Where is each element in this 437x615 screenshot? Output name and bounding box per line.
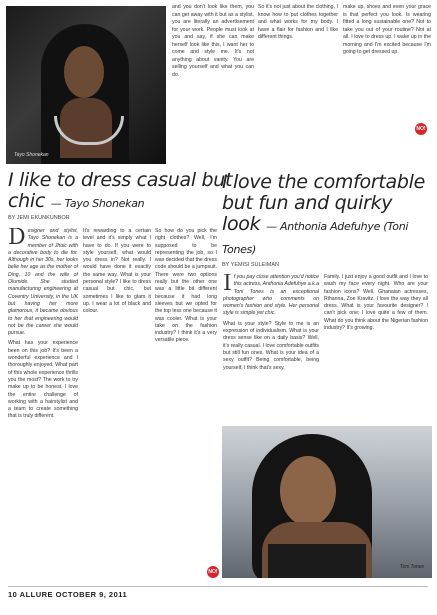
article1-column-3 (155, 228, 217, 580)
tayo-shonekan-photo (6, 6, 166, 164)
dropcap-2: I (223, 274, 232, 296)
top-column-2: So it's not just about the clothing, I know how to put clothes together and what works for my body. I have a flair for fashion and I like different things. (258, 4, 338, 40)
allure-no-badge: NO! (415, 123, 427, 135)
article2-column-1 (223, 274, 319, 424)
article2-body-2: Family. I just enjoy a good outfit and I love to wash my face every night. Who are your fashion icons? Well, Ghanaian actresses, Rihanna, Zoe Kravitz. I love the way they all dress. What is your favourite designer? I can't pick one; I love quite a few of them. What do you think about the Nigerian fashion industry? It's growing. (324, 274, 428, 332)
toni-tones-photo (222, 426, 432, 578)
article1-byline: BY JEMI EKUNKUNBOR (8, 215, 70, 221)
page-footer: 10 ALLURE OCTOBER 9, 2011 (8, 590, 128, 599)
article1-intro: esigner and stylist, Tayo Shonekan is a member of Jhoic with a decorative body to die for. Although in her 30s, her looks belie her age as the mother of Ding, 10 and the wife of Olumide. She studied manufacturing engineering at Coventry University, in the UK but having her more glamorous, it became obvious to her that engineering would not be the career she would pursue. (8, 228, 78, 337)
top-column-1: and you don't look like them, you can get away with it but as a stylist, you are literally an advertisement for your work. People must look at you and say, if she can make herself look like this, I want her to come and style me. It's not anything about vanity. You are selling yourself and what you can do. (172, 4, 254, 78)
article2-headline (222, 172, 432, 260)
article1-column-2 (83, 228, 151, 580)
photo2-face (280, 456, 336, 526)
dropcap: D (8, 228, 26, 250)
article2-body-1: What is your style? Style to me is an expression of individualism. What is your dress sense like on a daily basis? Well, it's really casual. I love comfortable outfits but still fun ones. What is your idea of a sexy outfit? Being comfortable, being yourself, I think that's sexy. (223, 320, 319, 371)
photo2-caption: Toni Tones (399, 564, 424, 570)
top-column-3: make up, shoes and even your grace is that perfect you look. Is wearing fitted a long sustainable one? Not to take you out of your routine? Not at all. I love to dress up. I wake up in the morning and I'm excited because I'm going to get dressed up. (343, 4, 431, 55)
photo-caption: Tayo Shonekan (14, 152, 49, 158)
article2-headline-text: I love the comfortable but fun and quirky look (222, 171, 425, 235)
article1-subject: — Tayo Shonekan (50, 197, 145, 210)
article2-byline: BY YEMISI SULEIMAN (222, 262, 279, 268)
footer-rule (8, 586, 428, 587)
article1-body-3: So how do you pick the right clothes? Well, I'm supposed to be representing the job, so I was decided that the dress code should be a jumpsuit. There were two options really but the other one was a little bit different because it had long sleeves but we opted for the top less one because it was cooler. What is your take on the fashion industry? I think it's a very versatile piece. (155, 228, 217, 344)
article1-body-2: It's rewarding to a certain level and it's simply what I have to do. If you were to style yourself, what would you dress in? Not really. I would have done it exactly the same way. What is your personal style? I like to dress casual but chic, but sometimes I like to glam it up. I wear a lot of black and colour. (83, 228, 151, 315)
article2-intro: f you pay close attention you'd notice this actress, Anthonia Adefuhye a.k.a Toni Tones is an exceptional photographer who comments on women's fashion and style. Her personal style is simple yet chic. (223, 274, 319, 317)
article2-subject: — Anthonia Adefuhye (Toni Tones) (222, 220, 409, 256)
photo-figure-face (64, 46, 104, 98)
article1-column-1 (8, 228, 78, 580)
article1-body-1: What has your experience been on this job? It's been a wonderful experience and I thoroughly enjoyed. What part of this whole experience thrills you the most? The work to try make up to be honest. I love the entire challenge of working with a hairstylist and a team to create something that is truly different. (8, 340, 78, 420)
article1-headline (8, 170, 248, 214)
allure-no-badge-2: NO! (207, 566, 219, 578)
photo2-dress (268, 544, 366, 578)
article2-column-2 (324, 274, 428, 424)
article1-headline-text: I like to dress casual but chic (8, 169, 233, 212)
